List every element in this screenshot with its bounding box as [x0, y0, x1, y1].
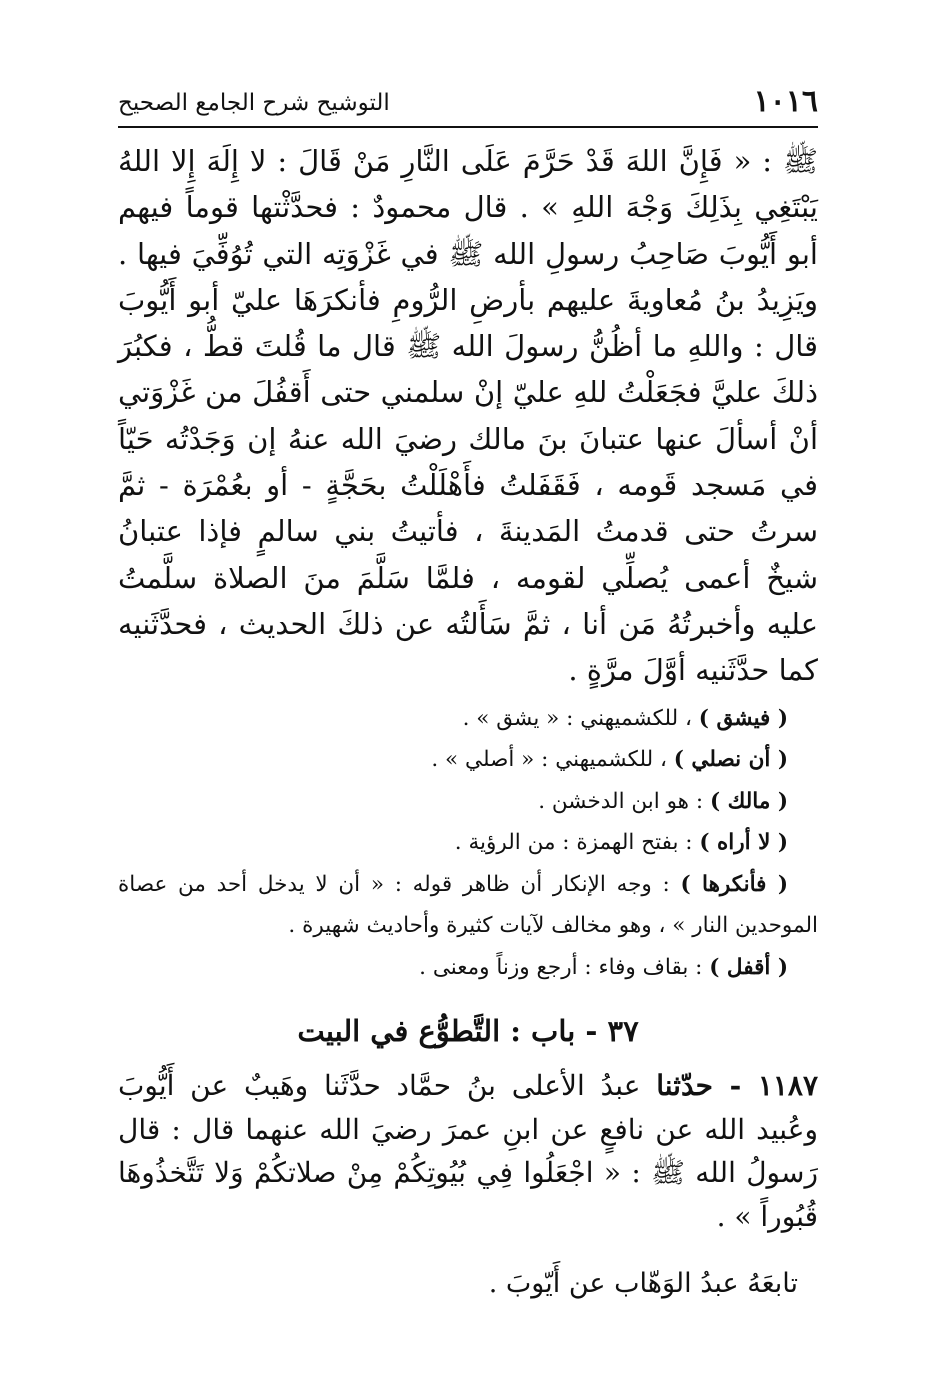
- note-term: ( لا أراه ): [699, 830, 788, 856]
- note-fayashuq: [118, 698, 818, 740]
- page-number: ١٠١٦: [753, 84, 818, 119]
- note-aqful: [118, 947, 818, 989]
- main-paragraph: ﷺ : « فَإِنَّ اللهَ قَدْ حَرَّمَ عَلَى النَّارِ مَنْ قَالَ : لا إِلَهَ إِلا اللهُ يَبْتَغِي بِذَلِكَ وَجْهَ اللهِ » . قال محمودٌ : فحدَّثْتها قوماً فيهم أبو أَيُّوبَ صَاحِبُ رسولِ الله ﷺ في غَزْوَتِه التي تُوُفِّيَ فيها . ويَزِيدُ بنُ مُعاويةَ عليهم بأرضِ الرُّومِ فأنكرَهَا عليّ أبو أَيُّوبَ قال : واللهِ ما أظُنُّ رسولَ الله ﷺ قال ما قُلتَ قطُّ ، فكبُرَ ذلكَ عليَّ فجَعَلْتُ للهِ عليّ إنْ سلمني حتى أَقفُلَ من غَزْوَتي أنْ أسألَ عنها عتبانَ بنَ مالك رضيَ الله عنهُ إن وَجَدْتُه حَيّاً في مَسجد قَومه ، فَقَفَلتُ فأَهْلَلْتُ بحَجَّةٍ - أو بعُمْرَة - ثمَّ سرتُ حتى قدمتُ المَدينةَ ، فأتيتُ بني سالمٍ فإذا عتبانُ شيخٌ أعمى يُصلِّي لقومه ، فلمَّا سَلَّمَ منَ الصلاة سلَّمتُ عليه وأخبرتُهُ مَن أنا ، ثمَّ سَأَلتُه عن ذلكَ الحديث ، فحدَّثَنيه كما حدَّثَنيه أوَّلَ مرَّةٍ .: [118, 144, 818, 688]
- note-text: : هو ابن الدخشن .: [538, 788, 710, 814]
- note-text: : بفتح الهمزة : من الرؤية .: [454, 830, 700, 856]
- note-term: ( أقفل ): [709, 954, 788, 980]
- note-malik: [118, 781, 818, 823]
- hadith-text: عبدُ الأعلى بنُ حمَّاد حدَّثَنا وهَيبٌ عن أَيُّوبَ وعُبيد الله عن نافعٍ عن ابنِ عمرَ رضيَ الله عنهما قال : قال رَسولُ الله ﷺ : « اجْعَلُوا فِي بُيُوتِكُمْ مِنْ صلاتكُمْ وَلا تَتَّخذُوهَا قُبُوراً » .: [118, 1069, 818, 1233]
- note-term: ( مالك ): [709, 788, 788, 814]
- note-text: : بقاف وفاء : أرجع وزناً ومعنى .: [419, 954, 710, 980]
- note-term: ( فأنكرها ): [680, 871, 788, 897]
- hadith-paragraph: [118, 1064, 818, 1238]
- note-fa-ankaraha: [118, 864, 818, 947]
- note-la-arahu: [118, 822, 818, 864]
- commentary-notes: [118, 698, 818, 989]
- note-text: ، للكشميهني : « يشق » .: [462, 705, 699, 731]
- page-header: [118, 82, 818, 128]
- note-an-nusalli: [118, 739, 818, 781]
- hadith-1187: [118, 1064, 818, 1238]
- note-term: ( فيشق ): [698, 705, 788, 731]
- hadith-number: ١١٨٧ - حدّثنا: [656, 1069, 818, 1103]
- main-text: [118, 138, 818, 694]
- followup-line: تابعَهُ عبدُ الوَهّاب عن أَيّوبَ .: [488, 1268, 798, 1300]
- chapter-heading: ٣٧ - باب : التَّطوُّع في البيت: [297, 1014, 639, 1049]
- note-text: ، للكشميهني : « أصلي » .: [431, 747, 674, 773]
- note-term: ( أن نصلي ): [673, 747, 788, 773]
- running-title: التوشيح شرح الجامع الصحيح: [118, 90, 390, 116]
- page-body: [118, 138, 818, 1306]
- note-text: : وجه الإنكار أن ظاهر قوله : « أن لا يدخل أحد من عصاة الموحدين النار » ، وهو مخالف لآيات كثيرة وأحاديث شهيرة .: [118, 871, 818, 939]
